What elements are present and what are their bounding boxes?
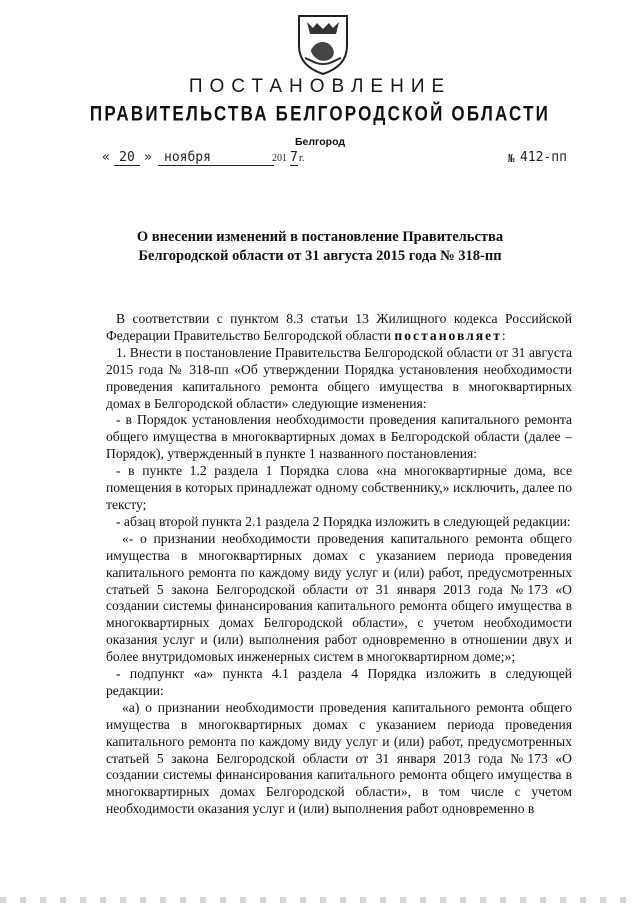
title-line-1: О внесении изменений в постановление Правительства: [136, 229, 504, 245]
document-title: [0, 228, 640, 266]
paragraph-6: «- о признании необходимости проведения капитального ремонта общего имущества в многоквартирных домах с указанием периода проведения капитального ремонта по каждому виду услуг и (или) работ, предусмотренных статьей 5 закона Белгородской области от 31 января 2013 года №173 «О создании системы финансирования капитального ремонта общего имущества в многоквартирных домах Белгородской области», с учетом необходимости оказания услуг и (или) выполнения работ одновременно в отношении двух и более внутридомовых инженерных систем в многоквартирном доме;»;: [106, 530, 572, 665]
issuer-name: ПРАВИТЕЛЬСТВА БЕЛГОРОДСКОЙ ОБЛАСТИ: [89, 101, 551, 126]
paragraph-1-end: :: [501, 327, 506, 343]
paragraph-4: - в пункте 1.2 раздела 1 Порядка слова «на многоквартирные дома, все помещения в которых принадлежат одному собственнику,» исключить, далее по тексту;: [106, 463, 572, 512]
paragraph-1: [106, 311, 572, 345]
date-year-prefix: 201: [272, 153, 287, 164]
date-day: 20: [114, 150, 140, 166]
dateline: [96, 150, 600, 172]
date-month: ноября: [158, 150, 274, 166]
scan-edge-artifact: [0, 897, 640, 903]
paragraph-5: - абзац второй пункта 2.1 раздела 2 Порядка изложить в следующей редакции:: [116, 513, 571, 529]
paragraph-1-text: В соответствии с пунктом 8.3 статьи 13 Жилищного кодекса Российской Федерации Правительство Белгородской области: [106, 311, 572, 343]
number-prefix: №: [508, 152, 515, 165]
paragraph-7: - подпункт «а» пункта 4.1 раздела 4 Порядка изложить в следующей редакции:: [106, 666, 572, 698]
title-line-2: Белгородской области от 31 августа 2015 года № 318-пп: [138, 248, 502, 264]
document-type: ПОСТАНОВЛЕНИЕ: [188, 76, 452, 97]
quote-close: »: [144, 150, 152, 165]
date-year-unit: г.: [299, 153, 305, 164]
coat-of-arms-icon: [293, 12, 353, 76]
paragraph-2: 1. Внести в постановление Правительства Белгородской области от 31 августа 2015 года № 318-пп «Об утверждении Порядка установления необходимости проведения капитального ремонта общего имущества в многоквартирных домах в Белгородской области» следующие изменения:: [106, 344, 572, 411]
paragraph-8: «а) о признании необходимости проведения капитального ремонта общего имущества в многоквартирных домах с указанием периода проведения капитального ремонта по каждому виду услуг и (или) работ, предусмотренных статьей 5 закона Белгородской области от 31 января 2013 года №173 «О создании системы финансирования капитального ремонта общего имущества в многоквартирных домах Белгородской области», в том числе с учетом необходимости оказания услуг и (или) выполнения работ одновременно в: [106, 699, 572, 817]
paragraph-3: - в Порядок установления необходимости проведения капитального ремонта общего имущества в многоквартирных домах в Белгородской области (далее – Порядок), утвержденный в пункте 1 названного постановления:: [106, 412, 572, 462]
keyword-resolves: постановляет: [394, 327, 502, 343]
city-name: Белгород: [294, 136, 346, 148]
document-number: 412-пп: [520, 150, 567, 165]
quote-open: «: [102, 150, 110, 165]
date-year-suffix: 7: [290, 150, 298, 165]
document-body: [106, 311, 572, 818]
